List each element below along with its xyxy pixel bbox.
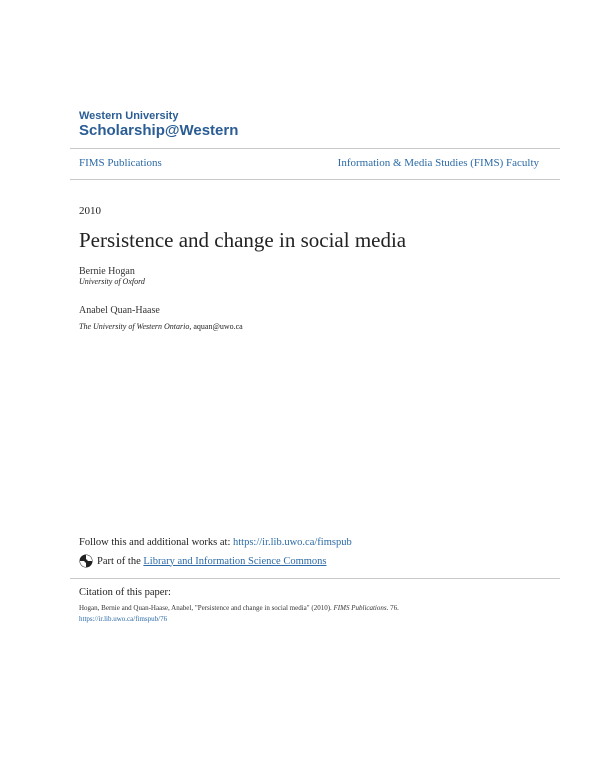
- part-of-line: [79, 554, 327, 568]
- author-name: Anabel Quan-Haase: [79, 305, 160, 316]
- author-affiliation-line: [79, 316, 243, 334]
- follow-text: Follow this and additional works at:: [79, 537, 233, 548]
- fims-publications-link[interactable]: FIMS Publications: [79, 157, 162, 169]
- commons-network-icon: [79, 554, 93, 568]
- faculty-link[interactable]: Information & Media Studies (FIMS) Faculty: [337, 157, 539, 169]
- author-affiliation: The University of Western Ontario: [79, 322, 190, 331]
- author-1: [79, 266, 145, 286]
- citation-heading: Citation of this paper:: [79, 587, 171, 598]
- author-affiliation: University of Oxford: [79, 277, 145, 286]
- citation-url-link[interactable]: https://ir.lib.uwo.ca/fimspub/76: [79, 615, 168, 623]
- follow-line: [79, 537, 352, 548]
- commons-link[interactable]: Library and Information Science Commons: [143, 555, 327, 567]
- divider-citation: [70, 578, 560, 579]
- divider-top: [70, 148, 560, 149]
- citation-journal: FIMS Publications: [333, 604, 387, 612]
- publication-year: 2010: [79, 205, 101, 217]
- author-name: Bernie Hogan: [79, 266, 135, 277]
- paper-title: Persistence and change in social media: [79, 228, 407, 252]
- author-2: [79, 305, 243, 334]
- divider-nav: [70, 179, 560, 180]
- follow-url-link[interactable]: https://ir.lib.uwo.ca/fimspub: [233, 537, 352, 548]
- part-of-text: Part of the: [97, 555, 141, 567]
- author-email[interactable]: , aquan@uwo.ca: [189, 322, 243, 331]
- university-name: Western University: [79, 110, 179, 122]
- repository-name[interactable]: Scholarship@Western: [79, 122, 239, 139]
- citation-text: Hogan, Bernie and Quan-Haase, Anabel, "Persistence and change in social media" (2010). FIMS Publications. 76.: [79, 604, 399, 612]
